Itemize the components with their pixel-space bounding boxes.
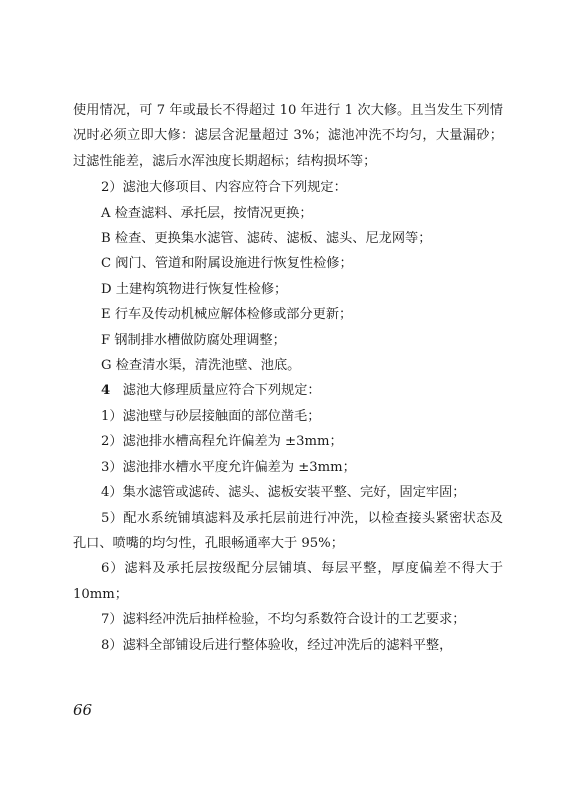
paragraph-item-7: 7）滤料经冲洗后抽样检验，不均匀系数符合设计的工艺要求；	[101, 612, 466, 628]
paragraph-item-G: G 检查清水渠，清洗池壁、池底。	[101, 358, 301, 374]
paragraph-item-3: 3）滤池排水槽水平度允许偏差为 ±3mm；	[101, 459, 356, 475]
paragraph-item-C: C 阀门、管道和附属设施进行恢复性检修；	[101, 256, 353, 272]
paragraph-item-6: 6）滤料及承托层按级配分层铺填、每层平整，厚度偏差不得大于 10mm；	[73, 561, 503, 602]
paragraph-item-2: 2）滤池大修项目、内容应符合下列规定：	[101, 180, 347, 196]
paragraph-item-A: A 检查滤料、承托层，按情况更换；	[101, 205, 313, 221]
paragraph-item-1: 1）滤池壁与砂层接触面的部位凿毛；	[101, 408, 321, 424]
paragraph-item-2b: 2）滤池排水槽高程允许偏差为 ±3mm；	[101, 434, 343, 450]
section-number: 4	[101, 383, 111, 399]
paragraph-item-4: 4）集水滤管或滤砖、滤头、滤板安装平整、完好，固定牢固；	[101, 485, 466, 501]
page-number: 66	[73, 701, 93, 719]
paragraph-continuation: 使用情况，可 7 年或最长不得超过 10 年进行 1 次大修。且当发生下列情况时必须立即大修：滤层含泥量超过 3%；滤池冲洗不均匀，大量漏砂；过滤性能差，滤后水浑浊度长期超标；结构损坏等；	[73, 103, 503, 169]
paragraph-item-5: 5）配水系统铺填滤料及承托层前进行冲洗，以检查接头紧密状态及孔口、喷嘴的均匀性，孔眼畅通率大于 95%；	[73, 510, 503, 551]
paragraph-item-E: E 行车及传动机械应解体检修或部分更新；	[101, 307, 353, 323]
paragraph-item-F: F 钢制排水槽做防腐处理调整；	[101, 332, 286, 348]
section-heading-4	[73, 378, 503, 403]
paragraph-item-8: 8）滤料全部铺设后进行整体验收，经过冲洗后的滤料平整，	[101, 637, 453, 653]
paragraph-item-D: D 土建构筑物进行恢复性检修；	[101, 281, 288, 297]
section-heading-text: 滤池大修理质量应符合下列规定：	[122, 383, 321, 399]
document-body	[73, 98, 503, 658]
paragraph-item-B: B 检查、更换集水滤管、滤砖、滤板、滤头、尼龙网等；	[101, 231, 432, 247]
